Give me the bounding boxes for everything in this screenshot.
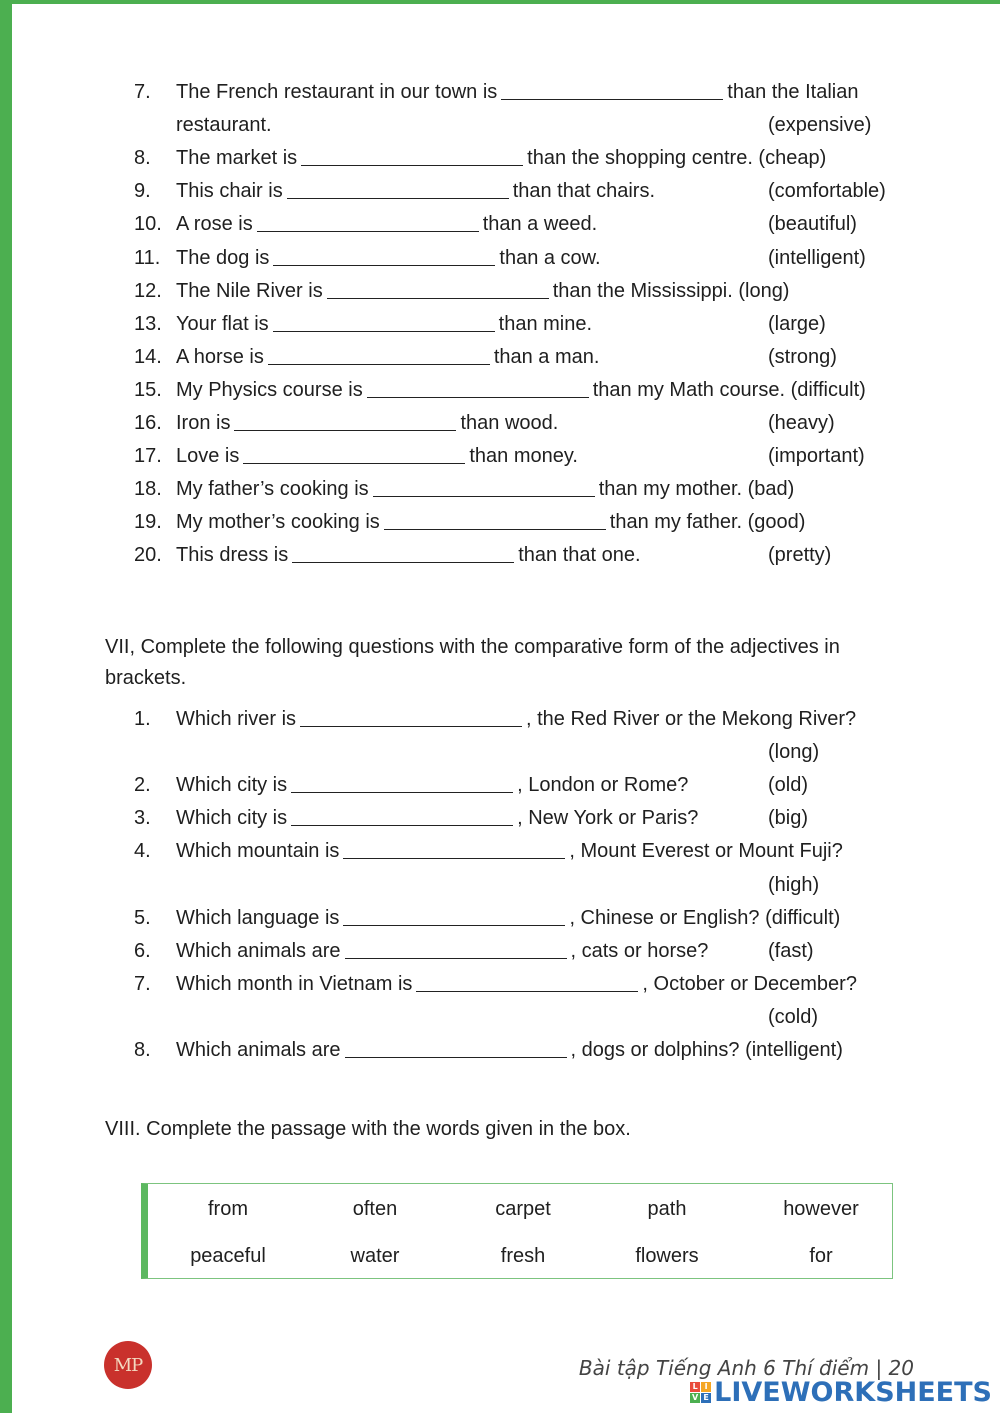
item-sentence: [176, 938, 708, 964]
answer-blank[interactable]: [291, 805, 513, 826]
liveworksheets-brand[interactable]: [690, 1377, 992, 1408]
adjective-hint: (pretty): [768, 544, 832, 567]
sentence-end: , London or Rome?: [517, 774, 689, 797]
item-sentence: [176, 971, 857, 997]
sentence-start: My mother’s cooking is: [176, 511, 380, 534]
sentence-start: Which mountain is: [176, 840, 340, 863]
answer-blank[interactable]: [301, 145, 523, 166]
sentence-end: , the Red River or the Mekong River?: [526, 708, 857, 730]
sentence-end: than the Italian: [727, 81, 859, 103]
sentence-start: Love is: [176, 445, 240, 468]
adjective-hint: (intelligent): [768, 246, 866, 269]
sentence-end: than my Math course. (difficult): [592, 378, 866, 401]
sentence-end: than the shopping centre. (cheap): [527, 147, 827, 170]
answer-blank[interactable]: [343, 838, 565, 859]
item-number: 8.: [134, 147, 151, 170]
item-sentence: [176, 245, 601, 271]
brand-icon-letter: E: [701, 1393, 711, 1403]
item-number: 10.: [134, 213, 162, 236]
page-footer-label: Bài tập Tiếng Anh 6 Thí điểm | 20: [578, 1356, 914, 1380]
adjective-hint: (old): [768, 774, 809, 797]
item-sentence: [176, 112, 272, 138]
item-sentence: [176, 443, 578, 469]
item-number: 8.: [134, 1039, 151, 1061]
item-sentence: [176, 476, 794, 502]
answer-blank[interactable]: [287, 178, 509, 199]
item-number: 5.: [134, 906, 151, 929]
sentence-end: than a weed.: [482, 213, 598, 236]
sentence-start: Which river is: [176, 708, 297, 730]
answer-blank[interactable]: [416, 971, 638, 992]
sentence-start: restaurant.: [176, 114, 272, 137]
sentence-start: Which city is: [176, 807, 288, 830]
word-box: [141, 1183, 893, 1279]
sentence-start: Iron is: [176, 412, 231, 434]
top-border: [0, 0, 1000, 4]
section-vii-heading: VII, Complete the following questions with the comparative form of the adjectives in brackets.: [105, 636, 840, 689]
sentence-start: The market is: [176, 147, 298, 170]
sentence-start: This chair is: [176, 180, 283, 203]
item-sentence: [176, 706, 856, 732]
sentence-start: The dog is: [176, 246, 270, 269]
item-number: 7.: [134, 81, 151, 103]
sentence-start: Which city is: [176, 774, 288, 797]
sentence-start: A horse is: [176, 345, 264, 368]
word-option[interactable]: path: [647, 1198, 687, 1220]
word-option[interactable]: from: [208, 1198, 248, 1220]
word-option[interactable]: water: [350, 1245, 400, 1267]
sentence-end: than my father. (good): [609, 511, 806, 534]
adjective-hint: (fast): [768, 939, 814, 962]
brand-icon-letter: V: [692, 1393, 699, 1402]
answer-blank[interactable]: [273, 311, 495, 332]
liveworksheets-icon: [690, 1382, 711, 1403]
answer-blank[interactable]: [345, 938, 567, 959]
adjective-hint: (heavy): [768, 412, 835, 434]
item-sentence: [176, 145, 826, 171]
adjective-hint: (large): [768, 312, 826, 335]
item-number: 14.: [134, 345, 162, 368]
word-option[interactable]: however: [783, 1198, 859, 1220]
sentence-end: than a cow.: [499, 246, 601, 269]
item-sentence: [176, 805, 698, 831]
word-option[interactable]: for: [809, 1245, 833, 1267]
sentence-start: A rose is: [176, 213, 253, 236]
answer-blank[interactable]: [234, 410, 456, 431]
adjective-hint: (long): [768, 741, 820, 764]
sentence-end: , dogs or dolphins? (intelligent): [570, 1039, 843, 1061]
section-viii-heading: VIII. Complete the passage with the words given in the box.: [105, 1118, 631, 1140]
sentence-end: than money.: [469, 445, 578, 468]
item-sentence: [176, 278, 789, 304]
answer-blank[interactable]: [300, 706, 522, 727]
sentence-end: than my mother. (bad): [598, 478, 795, 501]
adjective-hint: (high): [768, 873, 820, 896]
sentence-end: than a man.: [493, 345, 600, 368]
brand-icon-letter: L: [690, 1382, 700, 1392]
answer-blank[interactable]: [343, 905, 565, 926]
left-border: [0, 0, 12, 1413]
sentence-start: Which animals are: [176, 939, 341, 962]
adjective-hint: (important): [768, 445, 865, 468]
adjective-hint: (comfortable): [768, 180, 886, 203]
item-number: 13.: [134, 312, 162, 335]
sentence-start: Which month in Vietnam is: [176, 972, 413, 995]
item-sentence: [176, 377, 866, 403]
item-sentence: [176, 344, 599, 370]
word-option[interactable]: flowers: [635, 1245, 699, 1267]
sentence-start: My father’s cooking is: [176, 478, 369, 501]
sentence-start: This dress is: [176, 544, 289, 567]
answer-blank[interactable]: [291, 772, 513, 793]
answer-blank[interactable]: [273, 245, 495, 266]
item-sentence: [176, 838, 843, 864]
item-sentence: [176, 772, 688, 798]
item-number: 12.: [134, 279, 162, 302]
adjective-hint: (strong): [768, 345, 837, 368]
item-sentence: [176, 509, 805, 535]
sentence-start: Which animals are: [176, 1039, 341, 1061]
item-sentence: [176, 178, 655, 204]
adjective-hint: (big): [768, 807, 809, 830]
sentence-end: than wood.: [460, 412, 559, 434]
item-number: 3.: [134, 807, 151, 830]
sentence-end: , cats or horse?: [570, 939, 709, 962]
item-sentence: [176, 905, 840, 931]
answer-blank[interactable]: [243, 443, 465, 464]
answer-blank[interactable]: [292, 542, 514, 563]
brand-icon-letter: I: [701, 1382, 711, 1392]
item-sentence: [176, 211, 597, 237]
sentence-end: , Mount Everest or Mount Fuji?: [569, 840, 843, 863]
item-sentence: [176, 79, 858, 105]
sentence-end: , October or December?: [642, 972, 857, 995]
item-number: 4.: [134, 840, 151, 863]
item-number: 6.: [134, 939, 151, 962]
answer-blank[interactable]: [257, 211, 479, 232]
adjective-hint: (expensive): [768, 114, 872, 137]
item-number: 18.: [134, 478, 162, 501]
sentence-end: than mine.: [498, 312, 593, 335]
word-option[interactable]: fresh: [500, 1245, 546, 1267]
item-number: 17.: [134, 445, 162, 468]
answer-blank[interactable]: [367, 377, 589, 398]
adjective-hint: (cold): [768, 1005, 819, 1028]
item-number: 16.: [134, 412, 162, 434]
answer-blank[interactable]: [327, 278, 549, 299]
word-option[interactable]: peaceful: [190, 1245, 266, 1267]
sentence-end: than the Mississippi. (long): [552, 279, 790, 302]
word-option[interactable]: carpet: [495, 1198, 551, 1220]
sentence-start: Which language is: [176, 906, 340, 929]
item-number: 15.: [134, 378, 162, 401]
answer-blank[interactable]: [268, 344, 490, 365]
sentence-start: The French restaurant in our town is: [176, 81, 498, 103]
sentence-start: Your flat is: [176, 312, 269, 335]
item-number: 20.: [134, 544, 162, 567]
answer-blank[interactable]: [384, 509, 606, 530]
publisher-logo: MP: [104, 1341, 152, 1389]
sentence-end: than that one.: [518, 544, 641, 567]
adjective-hint: (beautiful): [768, 213, 857, 236]
item-number: 7.: [134, 972, 151, 995]
item-number: 19.: [134, 511, 162, 534]
item-number: 11.: [134, 246, 161, 269]
answer-blank[interactable]: [501, 79, 723, 100]
item-sentence: [176, 542, 641, 568]
word-option[interactable]: often: [352, 1198, 398, 1220]
item-number: 2.: [134, 774, 151, 797]
sentence-end: , Chinese or English? (difficult): [569, 906, 841, 929]
answer-blank[interactable]: [345, 1037, 567, 1058]
answer-blank[interactable]: [373, 476, 595, 497]
sentence-start: My Physics course is: [176, 378, 363, 401]
item-number: 1.: [134, 708, 151, 730]
sentence-end: , New York or Paris?: [517, 807, 699, 830]
sentence-start: The Nile River is: [176, 279, 323, 302]
item-sentence: [176, 1037, 843, 1063]
item-sentence: [176, 311, 592, 337]
item-number: 9.: [134, 180, 151, 203]
brand-text: LIVEWORKSHEETS: [714, 1377, 992, 1408]
item-sentence: [176, 410, 558, 436]
sentence-end: than that chairs.: [512, 180, 656, 203]
